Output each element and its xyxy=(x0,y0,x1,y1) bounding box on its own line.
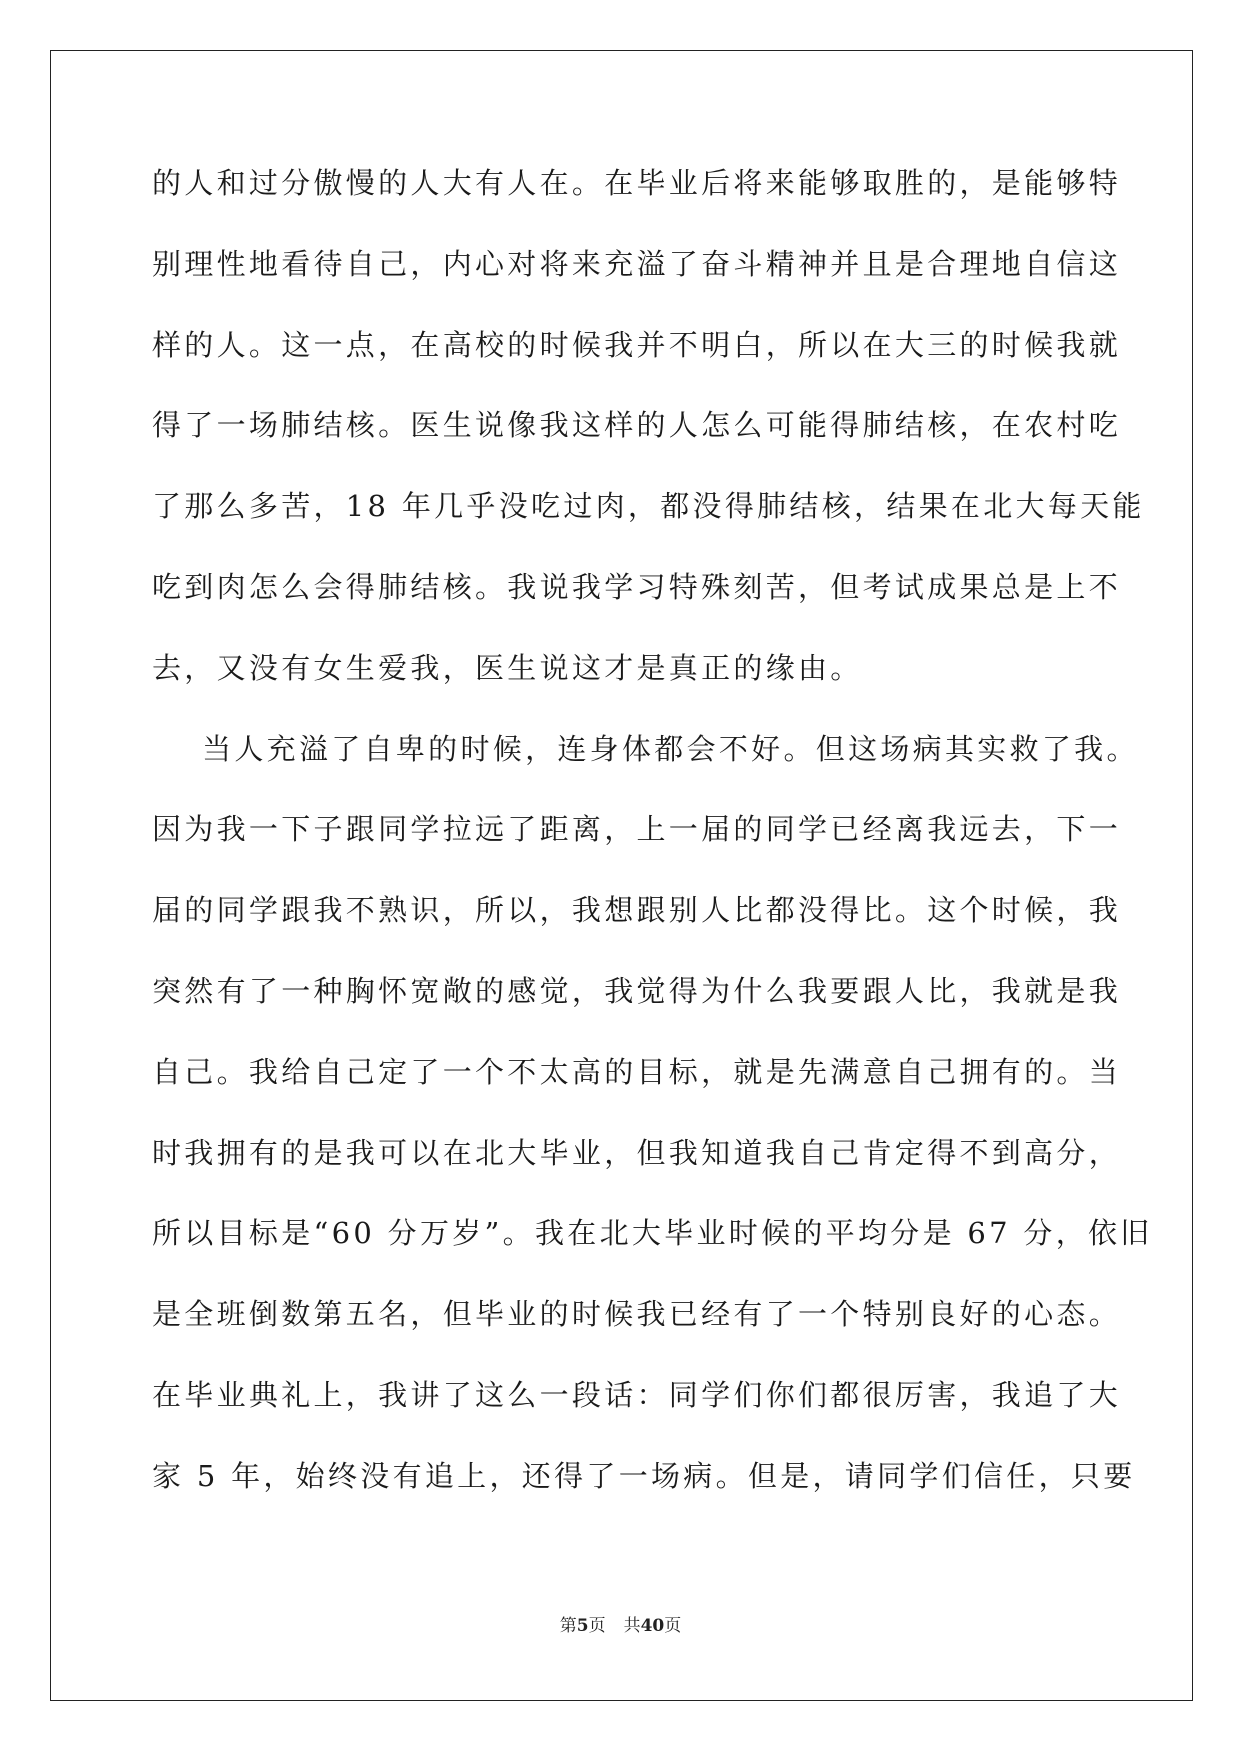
page-suffix: 页 xyxy=(588,1616,606,1636)
text-line-10: 届的同学跟我不熟识，所以，我想跟别人比都没得比。这个时候，我 xyxy=(152,893,1122,928)
body-text xyxy=(152,158,1153,1532)
text-line-14: 所以目标是“60 分万岁”。我在北大毕业时候的平均分是 67 分，依旧 xyxy=(152,1216,1153,1251)
text-line-9: 因为我一下子跟同学拉远了距离，上一届的同学已经离我远去，下一 xyxy=(152,812,1122,847)
text-line-12: 自己。我给自己定了一个不太高的目标，就是先满意自己拥有的。当 xyxy=(152,1054,1122,1089)
text-line-17: 家 5 年，始终没有追上，还得了一场病。但是，请同学们信任，只要 xyxy=(152,1458,1136,1493)
text-line-15: 是全班倒数第五名，但毕业的时候我已经有了一个特别良好的心态。 xyxy=(152,1297,1122,1332)
total-prefix: 共 xyxy=(623,1616,641,1636)
page-prefix: 第 xyxy=(559,1616,577,1636)
text-line-11: 突然有了一种胸怀宽敞的感觉，我觉得为什么我要跟人比，我就是我 xyxy=(152,973,1122,1008)
text-line-6: 吃到肉怎么会得肺结核。我说我学习特殊刻苦，但考试成果总是上不 xyxy=(152,569,1122,604)
text-line-5: 了那么多苦，18 年几乎没吃过肉，都没得肺结核，结果在北大每天能 xyxy=(152,489,1145,524)
page-footer xyxy=(0,1611,1241,1636)
text-line-16: 在毕业典礼上，我讲了这么一段话：同学们你们都很厉害，我追了大 xyxy=(152,1377,1122,1412)
total-suffix: 页 xyxy=(664,1616,682,1636)
text-line-2: 别理性地看待自己，内心对将来充溢了奋斗精神并且是合理地自信这 xyxy=(152,246,1122,281)
text-line-1: 的人和过分傲慢的人大有人在。在毕业后将来能够取胜的，是能够特 xyxy=(152,166,1122,200)
total-pages: 40 xyxy=(640,1616,665,1636)
text-line-7: 去，又没有女生爱我，医生说这才是真正的缘由。 xyxy=(152,650,863,685)
text-line-8: 当人充溢了自卑的时候，连身体都会不好。但这场病其实救了我。 xyxy=(152,731,1139,766)
text-line-3: 样的人。这一点，在高校的时候我并不明白，所以在大三的时候我就 xyxy=(152,327,1122,362)
text-line-4: 得了一场肺结核。医生说像我这样的人怎么可能得肺结核，在农村吃 xyxy=(152,408,1122,443)
page-number: 5 xyxy=(576,1616,589,1636)
text-line-13: 时我拥有的是我可以在北大毕业，但我知道我自己肯定得不到高分， xyxy=(152,1135,1122,1170)
